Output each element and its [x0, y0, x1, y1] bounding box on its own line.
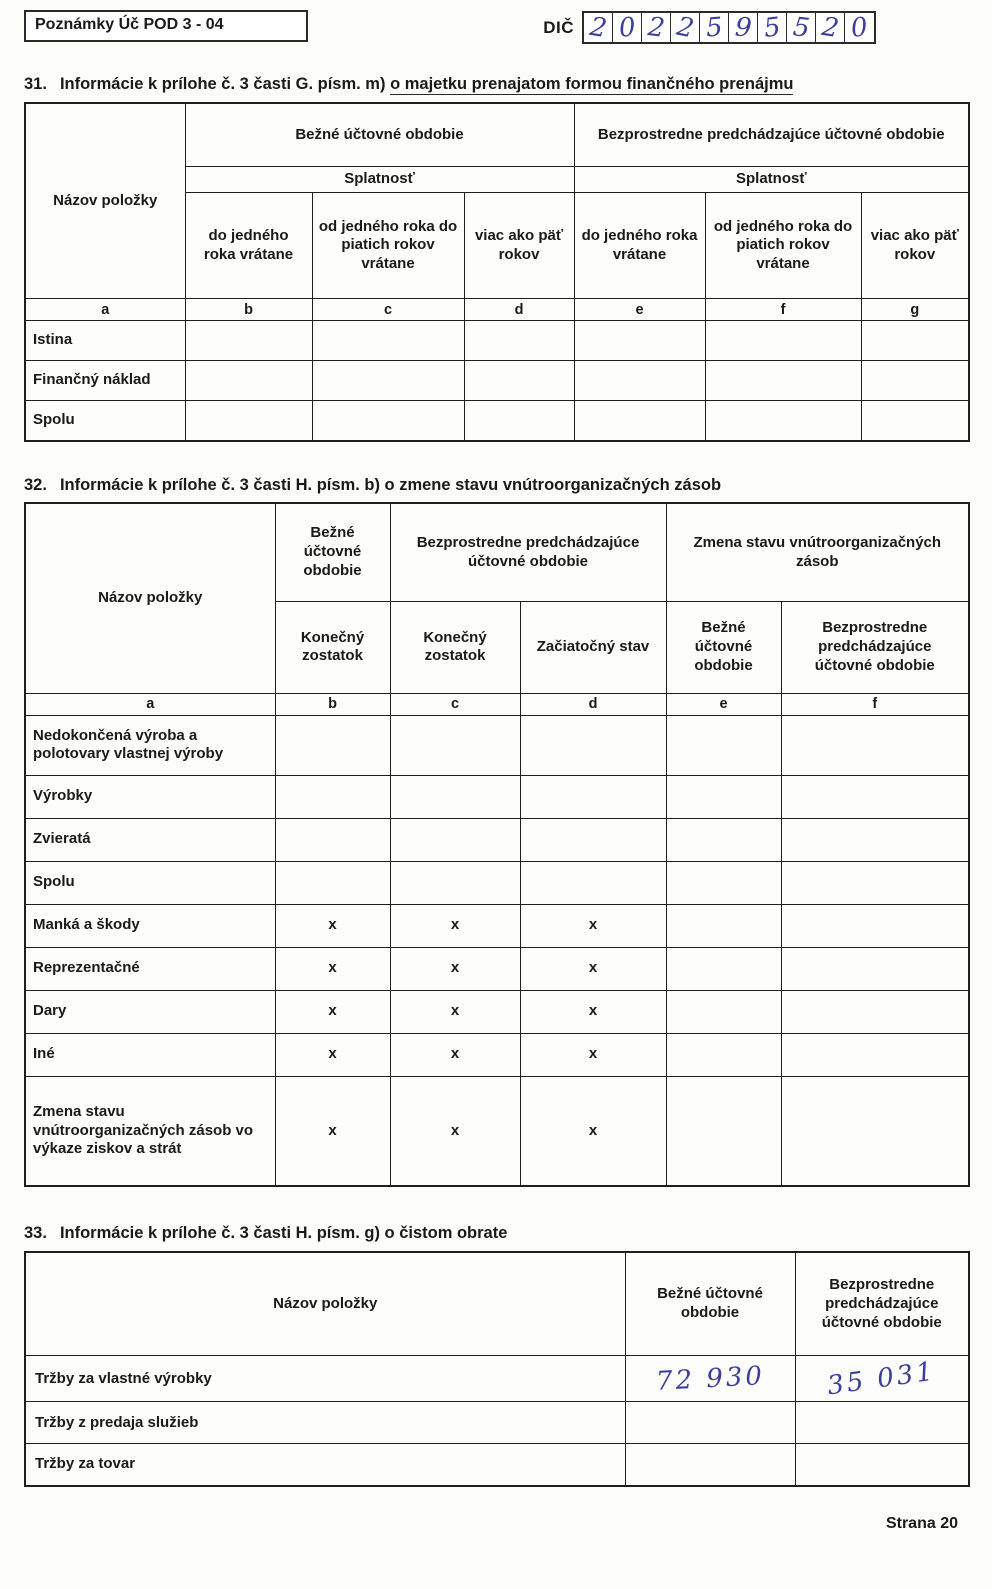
header-nazov-polozky: Názov položky [25, 503, 275, 693]
dic-digit-box[interactable] [584, 13, 613, 42]
section-title-text: Informácie k prílohe č. 3 časti H. písm. g) o čistom obrate [59, 1224, 508, 1243]
value-cell[interactable] [275, 861, 390, 904]
value-cell[interactable] [464, 401, 574, 441]
value-cell[interactable] [275, 775, 390, 818]
dic-digit: 2 [645, 11, 667, 44]
value-cell[interactable] [666, 818, 781, 861]
value-cell[interactable] [574, 321, 705, 361]
header-predchadzajuce-obdobie: Bezprostredne predchádzajúce účtovné obdobie [795, 1252, 969, 1356]
value-cell[interactable] [185, 401, 312, 441]
row-label-dary: Dary [25, 990, 275, 1033]
table-row [25, 401, 969, 441]
page-header [24, 10, 968, 44]
table-row [25, 715, 969, 775]
header-predchadzajuce-obdobie: Bezprostredne predchádzajúce účtovné obdobie [574, 103, 969, 167]
dic-digit-box[interactable] [787, 13, 816, 42]
value-cell[interactable] [520, 818, 666, 861]
value-cell[interactable] [781, 947, 969, 990]
x-mark-cell: x [275, 990, 390, 1033]
value-cell-trzby-vyrobky-previous[interactable] [795, 1356, 969, 1402]
dic-digit-box[interactable] [671, 13, 700, 42]
value-cell[interactable] [390, 818, 520, 861]
value-cell[interactable] [185, 321, 312, 361]
table-row [25, 818, 969, 861]
handwritten-value: 35 031 [825, 1356, 938, 1401]
dic-input-boxes[interactable] [582, 11, 876, 44]
x-mark-cell: x [390, 1076, 520, 1186]
section-title-part2: o majetku prenajatom formou finančného prenájmu [390, 75, 794, 93]
header-splatnost-current: Splatnosť [185, 167, 574, 193]
x-mark-cell: x [275, 1033, 390, 1076]
value-cell[interactable] [312, 361, 464, 401]
header-bezne-obdobie: Bežné účtovné obdobie [185, 103, 574, 167]
value-cell[interactable] [705, 401, 861, 441]
row-label-manka-a-skody: Manká a škody [25, 904, 275, 947]
x-mark-cell: x [520, 904, 666, 947]
x-mark-cell: x [275, 1076, 390, 1186]
col-letter: d [464, 299, 574, 321]
table-row [25, 1076, 969, 1186]
col-letter: c [390, 693, 520, 715]
dic-digit: 5 [761, 11, 783, 44]
handwritten-value: 72 930 [654, 1360, 766, 1397]
row-label-istina: Istina [25, 321, 185, 361]
header-zmena-stavu: Zmena stavu vnútroorganizačných zásob [666, 503, 969, 601]
section-title-text [60, 74, 794, 95]
value-cell[interactable] [312, 321, 464, 361]
value-cell[interactable] [464, 321, 574, 361]
form-code-label: Poznámky Úč POD 3 - 04 [35, 16, 224, 33]
table-row [25, 861, 969, 904]
value-cell[interactable] [666, 715, 781, 775]
table-row [25, 103, 969, 167]
row-label-trzby-vlastne-vyrobky: Tržby za vlastné výrobky [25, 1356, 625, 1402]
table-row [25, 361, 969, 401]
column-letters-row [25, 693, 969, 715]
value-cell[interactable] [781, 990, 969, 1033]
x-mark-cell: x [520, 947, 666, 990]
x-mark-cell: x [275, 947, 390, 990]
table-row [25, 904, 969, 947]
table-row [25, 947, 969, 990]
section-number: 33. [24, 1224, 47, 1243]
table-row [25, 321, 969, 361]
value-cell[interactable] [390, 775, 520, 818]
header-col-c: od jedného roka do piatich rokov vrátane [312, 193, 464, 299]
dic-digit-box[interactable] [729, 13, 758, 42]
col-letter: b [185, 299, 312, 321]
value-cell[interactable] [861, 321, 969, 361]
header-col-f: od jedného roka do piatich rokov vrátane [705, 193, 861, 299]
col-letter: f [781, 693, 969, 715]
section-33-title [24, 1223, 968, 1244]
dic-digit: 0 [849, 11, 870, 44]
section-31-title [24, 74, 968, 95]
value-cell[interactable] [781, 1076, 969, 1186]
value-cell[interactable] [705, 321, 861, 361]
header-col-e: do jedného roka vrátane [574, 193, 705, 299]
form-code-box [24, 10, 308, 42]
table-row [25, 1402, 969, 1444]
x-mark-cell: x [390, 990, 520, 1033]
value-cell[interactable] [390, 861, 520, 904]
value-cell[interactable] [781, 861, 969, 904]
value-cell[interactable] [185, 361, 312, 401]
dic-field [543, 11, 876, 44]
header-bezne-obdobie-e: Bežné účtovné obdobie [666, 601, 781, 693]
dic-digit: 5 [704, 11, 724, 44]
x-mark-cell: x [275, 904, 390, 947]
value-cell[interactable] [520, 775, 666, 818]
x-mark-cell: x [390, 1033, 520, 1076]
table-row [25, 1444, 969, 1486]
value-cell[interactable] [666, 861, 781, 904]
dic-digit-box[interactable] [642, 13, 671, 42]
table-row [25, 1033, 969, 1076]
section-title-part1: Informácie k prílohe č. 3 časti G. písm. m) [59, 75, 386, 93]
dic-digit-box[interactable] [700, 13, 729, 42]
header-predchadzajuce-obdobie: Bezprostredne predchádzajúce účtovné obdobie [390, 503, 666, 601]
section-number: 32. [24, 475, 47, 494]
table-31-financny-prenajom [24, 102, 970, 442]
value-cell[interactable] [520, 861, 666, 904]
value-cell[interactable] [625, 1402, 795, 1444]
col-letter: e [574, 299, 705, 321]
x-mark-cell: x [520, 990, 666, 1033]
col-letter: b [275, 693, 390, 715]
dic-digit: 5 [791, 11, 811, 44]
value-cell[interactable] [781, 715, 969, 775]
row-label-spolu: Spolu [25, 861, 275, 904]
value-cell[interactable] [705, 361, 861, 401]
col-letter: g [861, 299, 969, 321]
x-mark-cell: x [520, 1033, 666, 1076]
header-konecny-zostatok-b: Konečný zostatok [275, 601, 390, 693]
dic-digit: 2 [819, 11, 841, 44]
dic-label: DIČ [543, 17, 574, 37]
section-32-title [24, 475, 968, 496]
x-mark-cell: x [520, 1076, 666, 1186]
dic-digit: 2 [674, 11, 696, 44]
value-cell[interactable] [781, 904, 969, 947]
header-nazov-polozky: Názov položky [25, 1252, 625, 1356]
header-predchadzajuce-f: Bezprostredne predchádzajúce účtovné obdobie [781, 601, 969, 693]
header-zaciatocny-stav: Začiatočný stav [520, 601, 666, 693]
value-cell[interactable] [861, 401, 969, 441]
x-mark-cell: x [390, 904, 520, 947]
table-row [25, 1252, 969, 1356]
table-row [25, 1356, 969, 1402]
header-splatnost-previous: Splatnosť [574, 167, 969, 193]
section-title-text: Informácie k prílohe č. 3 časti H. písm. b) o zmene stavu vnútroorganizačných zásob [59, 475, 722, 494]
col-letter: e [666, 693, 781, 715]
row-label-reprezentacne: Reprezentačné [25, 947, 275, 990]
table-32-vnutroorganizacne-zasoby [24, 502, 970, 1187]
value-cell[interactable] [666, 947, 781, 990]
table-row [25, 775, 969, 818]
col-letter: a [25, 693, 275, 715]
x-mark-cell: x [390, 947, 520, 990]
value-cell[interactable] [795, 1402, 969, 1444]
row-label-trzby-sluzby: Tržby z predaja služieb [25, 1402, 625, 1444]
value-cell[interactable] [781, 1033, 969, 1076]
column-letters-row [25, 299, 969, 321]
value-cell[interactable] [275, 818, 390, 861]
value-cell[interactable] [666, 990, 781, 1033]
row-label-spolu: Spolu [25, 401, 185, 441]
table-row [25, 503, 969, 601]
page-number: Strana 20 [885, 1514, 958, 1532]
row-label-zvierata: Zvieratá [25, 818, 275, 861]
value-cell[interactable] [275, 715, 390, 775]
row-label-nedokoncena-vyroba: Nedokončená výroba a polotovary vlastnej výroby [25, 715, 275, 775]
value-cell[interactable] [625, 1444, 795, 1486]
header-konecny-zostatok-c: Konečný zostatok [390, 601, 520, 693]
value-cell[interactable] [795, 1444, 969, 1486]
value-cell[interactable] [574, 361, 705, 401]
header-col-b: do jedného roka vrátane [185, 193, 312, 299]
value-cell[interactable] [781, 818, 969, 861]
col-letter: c [312, 299, 464, 321]
dic-digit: 0 [617, 11, 637, 44]
header-bezne-obdobie: Bežné účtovné obdobie [625, 1252, 795, 1356]
value-cell[interactable] [464, 361, 574, 401]
value-cell[interactable] [666, 1033, 781, 1076]
value-cell-trzby-vyrobky-current[interactable] [625, 1356, 795, 1402]
dic-digit-box[interactable] [758, 13, 787, 42]
table-row [25, 990, 969, 1033]
row-label-zmena-stavu-vykaz: Zmena stavu vnútroorganizačných zásob vo výkaze ziskov a strát [25, 1076, 275, 1186]
dic-digit: 9 [733, 11, 753, 44]
value-cell[interactable] [312, 401, 464, 441]
value-cell[interactable] [520, 715, 666, 775]
col-letter: d [520, 693, 666, 715]
value-cell[interactable] [666, 904, 781, 947]
row-label-trzby-tovar: Tržby za tovar [25, 1444, 625, 1486]
dic-digit: 2 [587, 11, 609, 44]
header-col-g: viac ako päť rokov [861, 193, 969, 299]
col-letter: a [25, 299, 185, 321]
section-number: 31. [24, 75, 47, 93]
row-label-financny-naklad: Finančný náklad [25, 361, 185, 401]
dic-digit-box[interactable] [613, 13, 642, 42]
header-bezne-obdobie: Bežné účtovné obdobie [275, 503, 390, 601]
value-cell[interactable] [574, 401, 705, 441]
dic-digit-box[interactable] [816, 13, 845, 42]
value-cell[interactable] [781, 775, 969, 818]
table-33-cisty-obrat [24, 1251, 970, 1487]
dic-digit-box[interactable] [845, 13, 874, 42]
value-cell[interactable] [861, 361, 969, 401]
row-label-vyrobky: Výrobky [25, 775, 275, 818]
col-letter: f [705, 299, 861, 321]
row-label-ine: Iné [25, 1033, 275, 1076]
value-cell[interactable] [390, 715, 520, 775]
value-cell[interactable] [666, 1076, 781, 1186]
header-col-d: viac ako päť rokov [464, 193, 574, 299]
value-cell[interactable] [666, 775, 781, 818]
header-nazov-polozky: Názov položky [25, 103, 185, 299]
